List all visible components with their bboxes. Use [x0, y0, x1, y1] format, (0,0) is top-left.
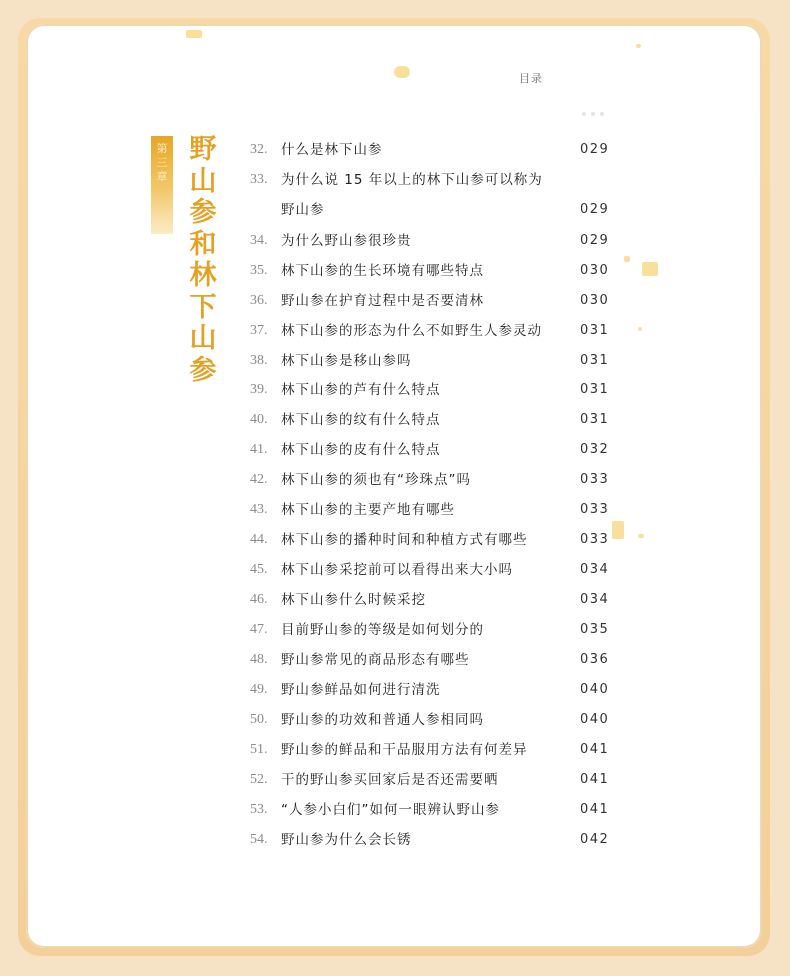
toc-entry-page: 033	[580, 532, 610, 547]
toc-entry-title: 林下山参的主要产地有哪些	[281, 502, 455, 518]
toc-entry-page: 030	[580, 293, 610, 308]
toc-entry-page: 031	[580, 382, 610, 397]
toc-entry-continuation[interactable]	[0, 198, 736, 222]
toc-entry-number: 47.	[250, 622, 268, 637]
toc-entry-number: 49.	[250, 682, 268, 697]
toc-entry-title: 林下山参的皮有什么特点	[281, 442, 441, 458]
toc-entry-number: 53.	[250, 802, 268, 817]
toc-entry-page: 034	[580, 562, 610, 577]
toc-entry-number: 34.	[250, 233, 268, 248]
chapter-tag-char: 章	[156, 170, 168, 183]
toc-entry[interactable]	[0, 468, 736, 492]
toc-entry[interactable]	[0, 168, 736, 192]
toc-entry-page: 029	[580, 233, 610, 248]
toc-entry[interactable]	[0, 528, 736, 552]
toc-entry-page: 033	[580, 502, 610, 517]
toc-entry-title: 林下山参的须也有“珍珠点”吗	[281, 472, 471, 488]
toc-entry-title: “人参小白们”如何一眼辨认野山参	[281, 802, 500, 818]
toc-entry[interactable]	[0, 498, 736, 522]
toc-entry-title: 野山参为什么会长锈	[281, 832, 412, 848]
toc-entry-title: 目前野山参的等级是如何划分的	[281, 622, 484, 638]
chapter-title-char: 野	[189, 134, 217, 165]
toc-entry[interactable]	[0, 349, 736, 373]
toc-entry-page: 041	[580, 742, 610, 757]
toc-entry-page: 032	[580, 442, 610, 457]
chapter-title-char: 林	[189, 260, 217, 291]
toc-entry[interactable]	[0, 708, 736, 732]
toc-entry[interactable]	[0, 558, 736, 582]
toc-entry-title: 林下山参什么时候采挖	[281, 592, 426, 608]
toc-entry-page: 029	[580, 142, 610, 157]
toc-entry-title: 野山参的鲜品和干品服用方法有何差异	[281, 742, 528, 758]
toc-entry-title: 林下山参的生长环境有哪些特点	[281, 263, 484, 279]
toc-entry-number: 46.	[250, 592, 268, 607]
chapter-title-char: 参	[189, 354, 217, 386]
header-label: 目录	[519, 72, 543, 85]
chapter-title-char: 山	[189, 165, 217, 197]
toc-entry-number: 37.	[250, 323, 268, 338]
toc-entry-number: 48.	[250, 652, 268, 667]
chapter-title-char: 山	[189, 323, 217, 354]
toc-entry-number: 36.	[250, 293, 268, 308]
toc-entry[interactable]	[0, 138, 736, 162]
toc-entry-title: 什么是林下山参	[281, 142, 383, 158]
toc-entry-page: 034	[580, 592, 610, 607]
toc-entry-title: 为什么说 15 年以上的林下山参可以称为	[281, 172, 543, 188]
toc-entry-title: 林下山参采挖前可以看得出来大小吗	[281, 562, 513, 578]
gold-fleck	[636, 44, 641, 48]
toc-entry-number: 45.	[250, 562, 268, 577]
toc-entry-number: 41.	[250, 442, 268, 457]
toc-entry[interactable]	[0, 229, 736, 253]
toc-entry[interactable]	[0, 798, 736, 822]
toc-entry-page: 033	[580, 472, 610, 487]
toc-entry-number: 51.	[250, 742, 268, 757]
toc-entry-number: 40.	[250, 412, 268, 427]
toc-entry-page: 042	[580, 832, 610, 847]
toc-entry-number: 39.	[250, 382, 268, 397]
toc-entry-title: 野山参常见的商品形态有哪些	[281, 652, 470, 668]
toc-entry-title: 林下山参的形态为什么不如野生人参灵动	[281, 323, 542, 339]
toc-entry-title-continued: 野山参	[281, 202, 325, 218]
toc-entry-page: 040	[580, 682, 610, 697]
toc-entry-title: 林下山参的芦有什么特点	[281, 382, 441, 398]
toc-entry[interactable]	[0, 618, 736, 642]
chapter-title-char: 下	[189, 291, 217, 323]
chapter-tag-char: 第	[156, 142, 168, 155]
toc-entry-title: 野山参在护育过程中是否要清林	[281, 293, 484, 309]
toc-entry[interactable]	[0, 289, 736, 313]
chapter-title-char: 参	[189, 197, 217, 228]
toc-entry[interactable]	[0, 588, 736, 612]
toc-entry-page: 041	[580, 772, 610, 787]
toc-entry-title: 林下山参的纹有什么特点	[281, 412, 441, 428]
toc-entry-page: 030	[580, 263, 610, 278]
toc-entry-number: 42.	[250, 472, 268, 487]
toc-entry[interactable]	[0, 319, 736, 343]
toc-entry-title: 林下山参是移山参吗	[281, 353, 412, 369]
toc-entry[interactable]	[0, 408, 736, 432]
toc-entry[interactable]	[0, 648, 736, 672]
toc-entry-page: 031	[580, 353, 610, 368]
toc-entry[interactable]	[0, 678, 736, 702]
toc-entry-page: 031	[580, 323, 610, 338]
toc-entry[interactable]	[0, 768, 736, 792]
toc-entry-page: 031	[580, 412, 610, 427]
toc-entry-title: 为什么野山参很珍贵	[281, 233, 412, 249]
header-dots	[582, 101, 612, 105]
chapter-title-char: 和	[189, 228, 217, 260]
toc-entry-number: 38.	[250, 353, 268, 368]
toc-entry-page: 036	[580, 652, 610, 667]
toc-entry-number: 44.	[250, 532, 268, 547]
toc-entry-number: 43.	[250, 502, 268, 517]
toc-entry-title: 野山参鲜品如何进行清洗	[281, 682, 441, 698]
toc-entry-page: 035	[580, 622, 610, 637]
toc-entry[interactable]	[0, 828, 736, 852]
toc-entry-title: 林下山参的播种时间和种植方式有哪些	[281, 532, 528, 548]
toc-entry-number: 35.	[250, 263, 268, 278]
toc-entry-page: 040	[580, 712, 610, 727]
toc-entry[interactable]	[0, 438, 736, 462]
toc-entry-number: 50.	[250, 712, 268, 727]
toc-entry-title: 野山参的功效和普通人参相同吗	[281, 712, 484, 728]
toc-entry[interactable]	[0, 259, 736, 283]
toc-entry-number: 54.	[250, 832, 268, 847]
chapter-tag-char: 三	[156, 156, 168, 169]
toc-entry-page: 041	[580, 802, 610, 817]
gold-fleck	[186, 30, 202, 38]
toc-entry-number: 52.	[250, 772, 268, 787]
toc-entry[interactable]	[0, 378, 736, 402]
gold-fleck	[394, 66, 410, 78]
toc-entry[interactable]	[0, 738, 736, 762]
toc-entry-page: 029	[580, 202, 610, 217]
toc-entry-title: 干的野山参买回家后是否还需要晒	[281, 772, 499, 788]
toc-entry-number: 32.	[250, 142, 268, 157]
toc-entry-number: 33.	[250, 172, 268, 187]
